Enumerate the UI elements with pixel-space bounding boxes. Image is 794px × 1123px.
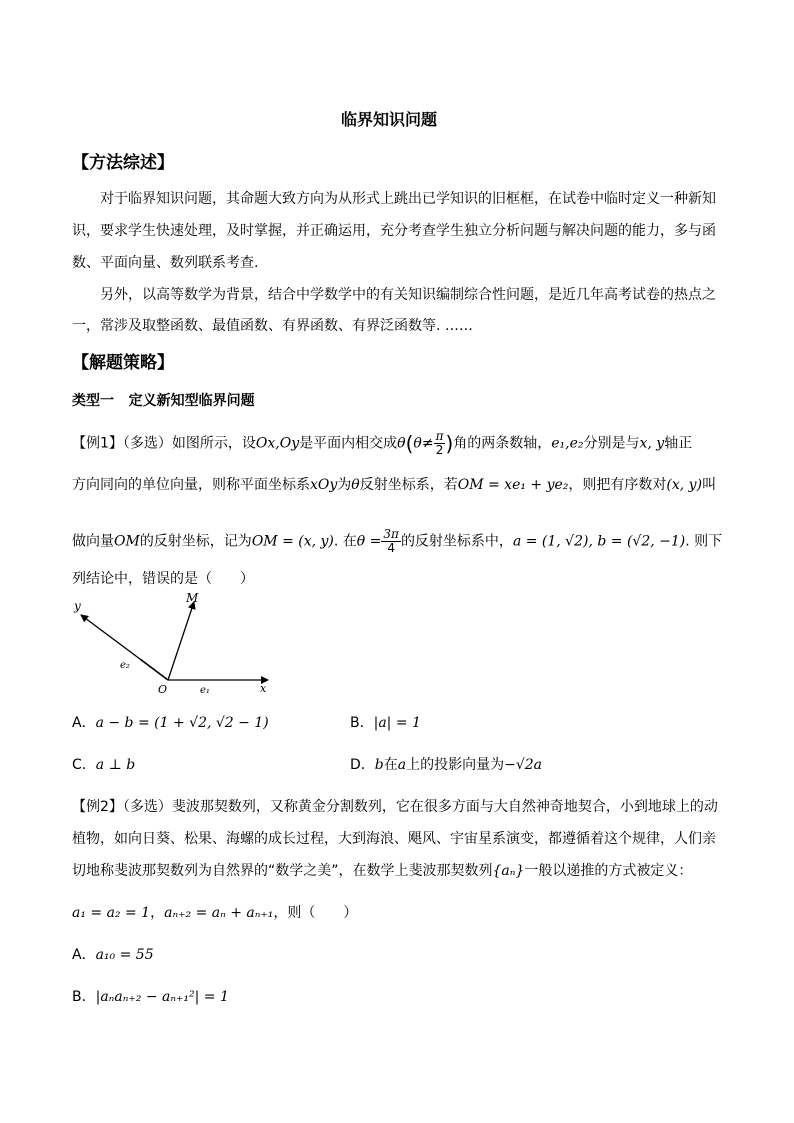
method-paragraph-1-line-3: 数、平面向量、数列联系考查.	[72, 255, 259, 271]
option-b-label: B．	[350, 715, 374, 731]
fraction-numerator: 3π	[383, 527, 399, 541]
option-d-label: D．	[350, 757, 375, 773]
e2-label: e₂	[120, 660, 130, 671]
example1-multi: （多选）	[122, 435, 172, 452]
example2-text: ，则（ ）	[273, 905, 358, 921]
example1-text: 方向同向的单位向量，则称平面坐标系	[72, 477, 310, 493]
option-c	[72, 754, 135, 774]
example1-tag: 【例1】	[72, 435, 123, 452]
option-a-text: a₁₀ = 55	[95, 947, 154, 963]
example1-text: . 则下	[685, 533, 723, 550]
sequence-symbol: {aₙ}	[492, 863, 525, 879]
x-axis-label: x	[260, 682, 267, 695]
example2-text: 斐波那契数列，又称黄金分割数列，它在很多方面与大自然神奇地契合，小到地球上的动	[171, 799, 718, 815]
option-b-text: |a| = 1	[373, 715, 421, 731]
option-b-text: |aₙaₙ₊₂ − aₙ₊₁²| = 1	[95, 989, 229, 1005]
example1-text: . 在	[333, 533, 357, 550]
example1-text: 轴正	[664, 435, 693, 452]
example1-text: 做向量	[72, 533, 114, 550]
initial-terms: a₁ = a₂ = 1	[72, 905, 151, 921]
section-heading-method: 【方法综述】	[72, 153, 174, 173]
m-point-label: M	[186, 592, 199, 605]
option-a-label: A．	[72, 715, 96, 731]
xoy-symbol: xOy	[310, 477, 338, 493]
origin-label: O	[158, 683, 168, 696]
option-b	[350, 712, 421, 732]
theta-symbol: θ	[397, 435, 406, 452]
ordered-pair: (x, y)	[666, 477, 703, 493]
e2-segment	[140, 659, 168, 680]
option-a-text: a − b = (1 + √2, √2 − 1)	[95, 715, 269, 731]
om-coordinates: OM = (x, y)	[251, 533, 334, 550]
option-d	[350, 754, 542, 774]
example1-text: 是平面内相交成	[299, 435, 398, 452]
fraction-denominator: 2	[435, 443, 444, 457]
example1-text: 反射坐标系，若	[359, 477, 458, 493]
pi-over-2-fraction	[434, 430, 446, 457]
axes-symbols: Ox,Oy	[255, 435, 300, 452]
example1-line-1	[72, 430, 692, 457]
recurrence-relation: aₙ₊₂ = aₙ + aₙ₊₁	[164, 905, 274, 921]
neq-symbol: ≠	[421, 435, 434, 452]
om-definition: OM = xe₁ + ye₂	[457, 477, 569, 493]
paren-open: (	[405, 431, 414, 456]
separator: ，	[150, 905, 165, 921]
example2-tag: 【例2】	[72, 799, 123, 815]
om-vector-line	[168, 602, 194, 680]
option-a	[72, 712, 269, 732]
example2-recurrence	[72, 902, 357, 922]
example1-line-3	[72, 528, 722, 555]
three-pi-over-4-fraction	[381, 528, 401, 555]
example2-line-1	[72, 796, 718, 816]
example1-text: 角的两条数轴，	[453, 435, 552, 452]
page-title: 临界知识问题	[341, 110, 438, 129]
type-name: 定义新知型临界问题	[128, 393, 255, 409]
example2-text: 切地称斐波那契数列为自然界的“数学之美”，在数学上斐波那契数列	[72, 863, 493, 879]
fraction-numerator: π	[435, 429, 444, 443]
om-vector: OM	[114, 533, 140, 550]
example2-option-a	[72, 944, 154, 964]
example2-line-3	[72, 860, 692, 880]
example1-text: 分别是与	[583, 435, 640, 452]
option-d-vector-a: a	[397, 757, 407, 773]
option-d-text: 在	[383, 757, 398, 773]
example2-text: 一般以递推的方式被定义：	[524, 863, 693, 879]
example1-text: ，则把有序数对	[568, 477, 667, 493]
section-heading-strategy: 【解题策略】	[72, 353, 174, 373]
type-heading	[72, 390, 255, 410]
theta-symbol: θ	[351, 477, 360, 493]
e1-label: e₁	[200, 685, 210, 696]
example1-text: 为	[337, 477, 352, 493]
y-axis-label: y	[74, 599, 81, 613]
option-c-text: a ⊥ b	[95, 757, 136, 773]
method-paragraph-2-line-1: 另外，以高等数学为背景，结合中学数学中的有关知识编制综合性问题，是近几年高考试卷的热点之	[100, 287, 716, 303]
example2-option-b	[72, 986, 229, 1006]
option-d-vector-b: b	[374, 757, 384, 773]
example1-text: 叫	[702, 477, 717, 493]
example1-line-2	[72, 474, 716, 494]
option-a-label: A．	[72, 947, 96, 963]
example1-text: 如图所示，设	[171, 435, 256, 452]
example1-line-4: 列结论中，错误的是（ ）	[72, 571, 254, 587]
example2-line-2: 植物，如向日葵、松果、海螺的成长过程，大到海浪、飓风、宇宙星系演变，都遵循着这个规律，人们亲	[72, 831, 716, 847]
method-paragraph-1-line-2: 识，要求学生快速处理，及时掌握，并正确运用，充分考查学生独立分析问题与解决问题的能力，多与函	[72, 223, 716, 239]
vector-values: a = (1, √2), b = (√2, −1)	[512, 533, 686, 550]
method-paragraph-2-line-2: 一，常涉及取整函数、最值函数、有界函数、有界泛函数等. ……	[72, 318, 473, 334]
example2-multi: （多选）	[122, 799, 172, 815]
type-label: 类型一	[72, 393, 114, 409]
theta-equals: θ =	[356, 533, 382, 550]
option-d-value: −√2a	[504, 757, 543, 773]
example1-text: 的反射坐标，记为	[139, 533, 252, 550]
xy-symbols: x, y	[639, 435, 665, 452]
oblique-axes-figure	[72, 592, 282, 698]
method-paragraph-1-line-1: 对于临界知识问题，其命题大致方向为从形式上跳出已学知识的旧框框，在试卷中临时定义一种新知	[100, 191, 716, 207]
option-c-label: C．	[72, 757, 96, 773]
option-d-text: 上的投影向量为	[406, 757, 505, 773]
example1-text: 的反射坐标系中，	[400, 533, 513, 550]
fraction-denominator: 4	[387, 541, 395, 555]
option-b-label: B．	[72, 989, 96, 1005]
unit-vectors: e₁,e₂	[551, 435, 584, 452]
theta-symbol: θ	[413, 435, 422, 452]
paren-close: )	[445, 431, 454, 456]
